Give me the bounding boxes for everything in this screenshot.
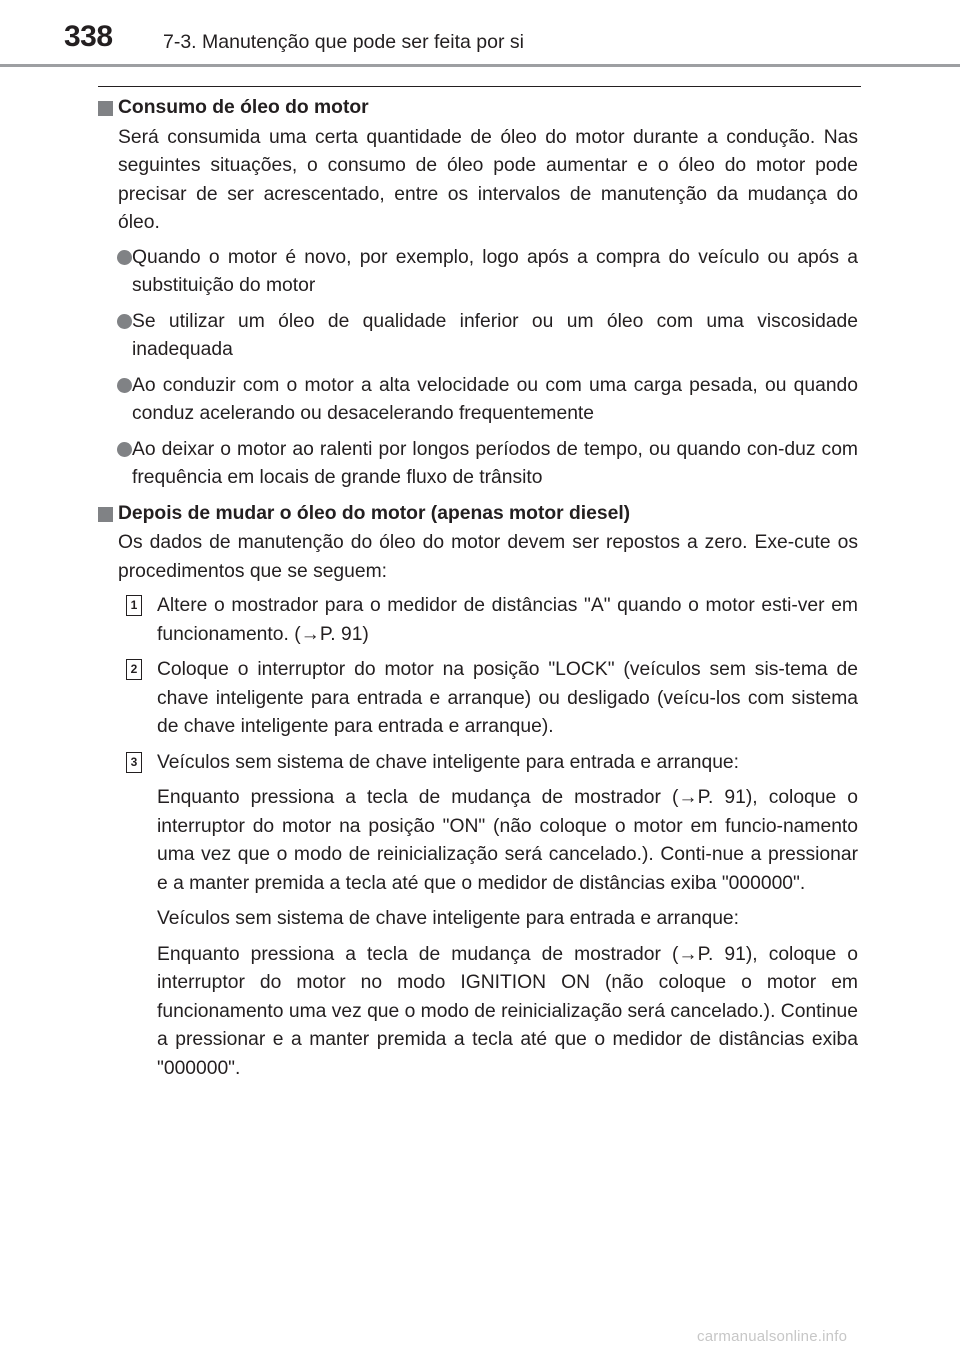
page-header <box>0 0 960 66</box>
section-heading <box>98 500 858 529</box>
step-item <box>98 592 858 649</box>
circle-bullet-icon <box>117 442 132 457</box>
section-title: Consumo de óleo do motor <box>118 97 369 118</box>
chapter-title: 7-3. Manutenção que pode ser feita por si <box>163 31 524 53</box>
step-paragraph: Enquanto pressiona a tecla de mudança de mostrador (→P. 91), coloque o interruptor do motor no modo IGNITION ON (não coloque o motor em funcionamento uma vez que o modo de reinicialização será cancelado.). Continue a pressionar e a manter premida a tecla até que o medidor de distâncias exiba "000000". <box>157 943 858 1079</box>
square-bullet-icon <box>98 101 113 116</box>
step-item <box>98 749 858 778</box>
list-item <box>98 244 858 301</box>
list-item <box>98 372 858 429</box>
list-item <box>98 308 858 365</box>
list-item-text: Se utilizar um óleo de qualidade inferior ou um óleo com uma viscosidade inadequada <box>132 310 858 360</box>
step-paragraph: Veículos sem sistema de chave inteligente para entrada e arranque: <box>157 908 740 929</box>
list-item <box>98 436 858 493</box>
list-item-text: Quando o motor é novo, por exemplo, logo após a compra do veículo ou após a substituição do motor <box>132 246 858 296</box>
list-item-text: Ao conduzir com o motor a alta velocidade ou com uma carga pesada, ou quando conduz acelerando ou desacelerando frequentemente <box>132 374 858 424</box>
step-text: Altere o mostrador para o medidor de distâncias "A" quando o motor esti-ver em funcionamento. (→P. 91) <box>157 595 858 645</box>
step-number-badge: 3 <box>126 752 142 773</box>
section-intro: Será consumida uma certa quantidade de óleo do motor durante a condução. Nas seguintes situações, o consumo de óleo pode aumentar e o óleo do motor pode precisar de ser acrescentado, entre os intervalos de manutenção da mudança do óleo. <box>118 126 858 233</box>
page-content <box>98 94 858 1090</box>
step-text: Coloque o interruptor do motor na posição "LOCK" (veículos sem sis-tema de chave inteligente para entrada e arranque) ou desligado (veícu-los com sistema de chave inteligente para entrada e arranque). <box>157 659 858 737</box>
step-number-badge: 1 <box>126 595 142 616</box>
step-text: Veículos sem sistema de chave inteligente para entrada e arranque: <box>157 751 740 773</box>
watermark-text: carmanualsonline.info <box>697 1328 848 1345</box>
circle-bullet-icon <box>117 250 132 265</box>
section-title: Depois de mudar o óleo do motor (apenas motor diesel) <box>118 502 631 524</box>
header-divider <box>0 64 960 67</box>
square-bullet-icon <box>98 507 113 522</box>
circle-bullet-icon <box>117 378 132 393</box>
section-heading <box>98 94 858 123</box>
step-item <box>98 656 858 742</box>
step-paragraph: Enquanto pressiona a tecla de mudança de mostrador (→P. 91), coloque o interruptor do motor na posição "ON" (não coloque o motor em funcio-namento uma vez que o modo de reinicialização será cancelado.). Conti-nue a pressionar e a manter premida a tecla até que o medidor de distâncias exiba "000000". <box>157 787 858 894</box>
step-number-badge: 2 <box>126 659 142 680</box>
circle-bullet-icon <box>117 314 132 329</box>
page-number: 338 <box>64 20 113 53</box>
section-intro: Os dados de manutenção do óleo do motor devem ser repostos a zero. Exe-cute os procedimentos que se seguem: <box>118 532 858 582</box>
content-top-divider <box>98 86 861 87</box>
list-item-text: Ao deixar o motor ao ralenti por longos períodos de tempo, ou quando con-duz com frequência em locais de grande fluxo de trânsito <box>132 438 858 488</box>
